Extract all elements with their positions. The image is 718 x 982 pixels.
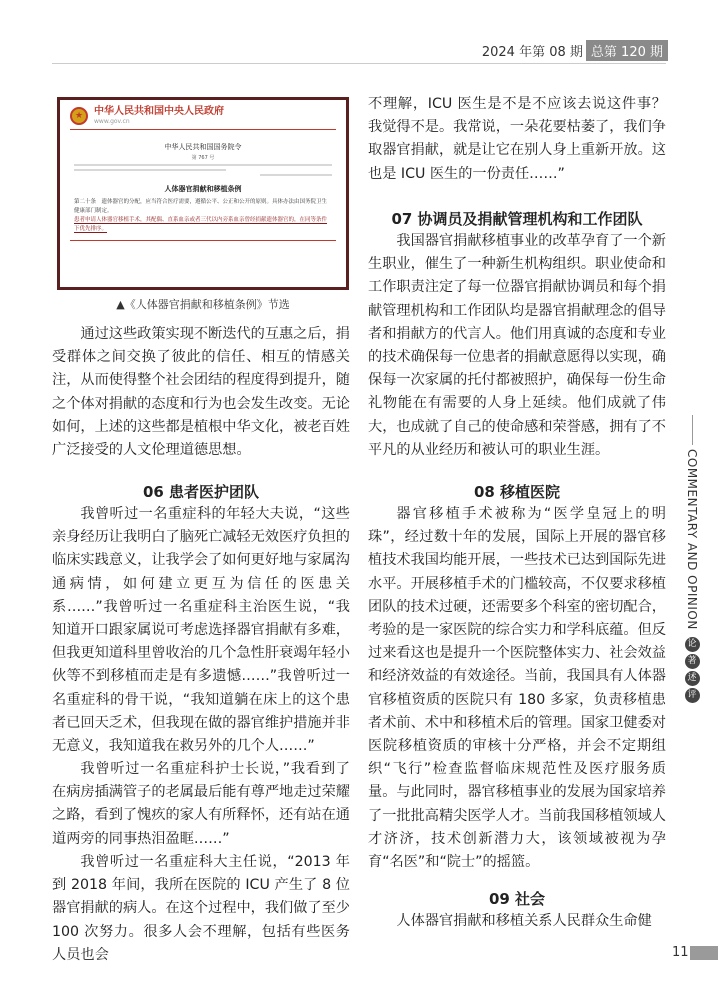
continued-paragraph: 不理解，ICU 医生是不是不应该去说这件事？我觉得不是。我常说，一朵花要枯萎了，我们争取器官捐献，就是让它在别人身上重新开放。这也是 ICU 医生的一份责任……” xyxy=(368,96,666,182)
paragraph-08: 器官移植手术被称为“医学皇冠上的明珠”，经过数十年的发展，国际上开展的器官移植技术我国均能开展，一些技术已达到国际先进水平。开展移植手术的门槛较高，不仅要求移植团队的技术过硬，还需要多个科室的密切配合，考验的是一家医院的综合实力和学科底蕴。但反过来看这也是提升一个医院整体实力、社会效益和经济效益的有效途径。当前，我国具有人体器官移植资质的医院只有 180 多家，负责移植患者术前、术中和移植术后的管理。国家卫健委对医院移植资质的审核十分严格，并会不定期组织“飞行”检查监督临床规范性及医疗服务质量。与此同时，器官移植事业的发展为国家培养了一批批高精尖医学人才。当前我国移植领域人才济济，技术创新潜力大，该领域被视为孕育“名医”和“院士”的摇篮。 xyxy=(368,506,666,871)
heading-06: 06 患者医护团队 xyxy=(142,483,260,501)
paragraph-09: 人体器官捐献和移植关系人民群众生命健 xyxy=(396,913,652,929)
regulation-title: 人体器官捐献和移植条例 xyxy=(164,184,242,193)
paragraph-06-3: 我曾听过一名重症科大主任说，“2013 年到 2018 年间，我所在医院的 ICU 产生了 8 位器官捐献的病人。在这个过程中，我们做了至少 100 次努力。很多人会不理解，包括有些医务人员也会 xyxy=(52,854,350,963)
doc-divider xyxy=(70,129,336,130)
doc-signature-line xyxy=(260,174,332,176)
section-label-char: 论 xyxy=(685,637,700,652)
heading-08: 08 移植医院 xyxy=(473,483,561,501)
article-text: 第二十条 遗体器官的分配，应当符合医疗需要，遵循公平、公正和公开的原则。具体办法由国务院卫生健康部门制定。 xyxy=(74,199,328,214)
total-issue-prefix: 总第 xyxy=(590,45,617,60)
heading-09: 09 社会 xyxy=(488,890,546,908)
section-label-char: 述 xyxy=(685,671,700,686)
heading-07: 07 协调员及捐献管理机构和工作团队 xyxy=(391,210,643,228)
paragraph-06-1: 我曾听过一名重症科的年轻大夫说，“这些亲身经历让我明白了脑死亡减轻无效医疗负担的临床实践意义，让我学会了如何更好地与家属沟通病情，如何建立更互为信任的医患关系……”我曾听过一名重症科主治医生说，“我知道开口跟家属说可考虑选择器官捐献有多难，但我更知道科里曾收治的几个急性肝衰竭年轻小伙等不到移植而走是有多遗憾……”我曾听过一名重症科的骨干说，“我知道躺在床上的这个患者已回天乏术，但我现在做的器官维护措施并非无意义，我知道我在救另外的几个人……” xyxy=(52,506,350,755)
regulation-article xyxy=(74,198,332,234)
doc-text-line xyxy=(74,164,332,166)
side-divider xyxy=(692,415,693,445)
section-label-char: 著 xyxy=(685,654,700,669)
doc-number: 第 767 号 xyxy=(191,155,215,161)
page-number-tab xyxy=(690,946,718,960)
header-rule xyxy=(52,63,666,64)
section-side-label xyxy=(680,415,704,704)
national-emblem-icon: ★ xyxy=(70,107,88,125)
intro-paragraph: 通过这些政策实现不断迭代的互惠之后，捐受群体之间交换了彼此的信任、相互的情感关注，从而使得整个社会团结的程度得到提升，随之个体对捐献的态度和行为也会发生改变。无论如何，上述的这些都是植根中华文化，被老百姓广泛接受的人文伦理道德思想。 xyxy=(52,326,350,459)
page-number: 11 xyxy=(672,945,689,960)
gov-url: www.gov.cn xyxy=(94,118,130,125)
issue-number: 2024 年第 08 期 xyxy=(481,45,583,60)
highlighted-clause: 患者申请人体器官移植手术，其配偶、直系血亲或者三代以内旁系血亲曾经捐献遗体器官的，在同等条件下优先排序。 xyxy=(74,217,328,232)
gov-name: 中华人民共和国中央人民政府 xyxy=(94,106,224,117)
paragraph-06-2: 我曾听过一名重症科护士长说，”我看到了在病房插满管子的老属最后能有尊严地走过荣耀之路，看到了愧疚的家人有所释怀，还有站在通道两旁的同事热泪盈眶……” xyxy=(52,761,350,847)
doc-title: 中华人民共和国国务院令 xyxy=(164,143,242,151)
gov-header xyxy=(60,100,346,125)
section-label-char: 评 xyxy=(685,688,700,703)
total-issue-number: 120 期 xyxy=(621,45,663,60)
section-label-english: COMMENTARY AND OPINION xyxy=(685,449,699,630)
doc-footer-line xyxy=(70,240,336,241)
regulation-figure xyxy=(57,97,349,290)
doc-text-line xyxy=(74,169,226,171)
paragraph-07: 我国器官捐献移植事业的改革孕育了一个新生职业，催生了一种新生机构组织。职业使命和工作职责注定了每一位器官捐献协调员和每个捐献管理机构和工作团队均是器官捐献理念的倡导者和捐献方的代言人。他们用真诚的态度和专业的技术确保每一位患者的捐献意愿得以实现，确保每一次家属的托付都被照护，确保每一份生命礼物能在有需要的人身上延续。他们成就了伟大，也成就了自己的使命感和荣誉感，拥有了不平凡的从业经历和被认可的职业生涯。 xyxy=(368,233,666,458)
figure-caption: ▲《人体器官捐献和移植条例》节选 xyxy=(116,298,290,311)
total-issue-badge xyxy=(586,40,668,61)
issue-header xyxy=(482,40,668,61)
section-label-chinese xyxy=(685,636,700,704)
